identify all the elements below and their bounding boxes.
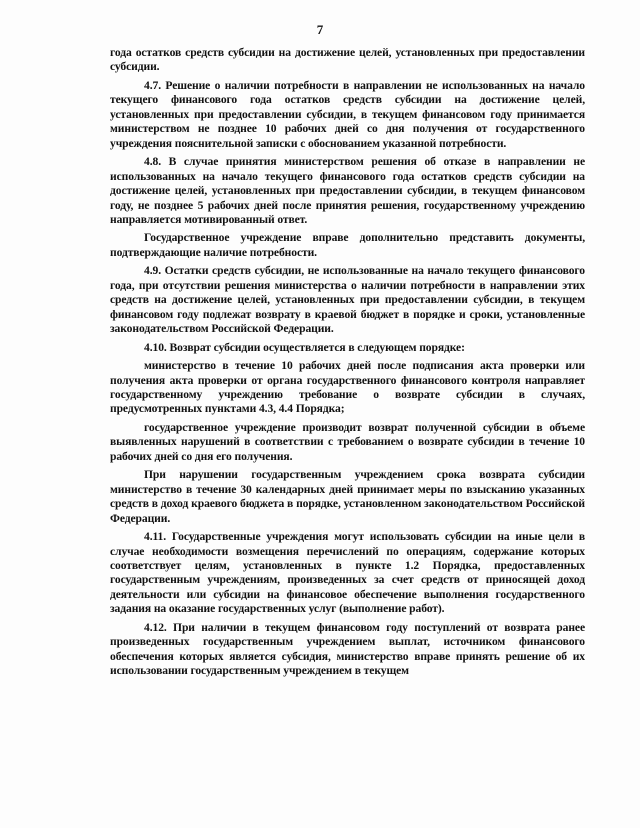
paragraph-return-violation: При нарушении государственным учреждением срока возврата субсидии министерство в течение 30 календарных дней принимает меры по взысканию указанных средств в доход краевого бюджета в порядке, установленном законодательством Российской Федерации. (110, 468, 585, 525)
paragraph-4-12: 4.12. При наличии в текущем финансовом году поступлений от возврата ранее произведенных государственным учреждением выплат, источником финансового обеспечения которых является субсидия, министерство вправе принять решение об их использовании государственным учреждением в текущем (110, 620, 585, 678)
paragraph-institution-return: государственное учреждение производит возврат полученной субсидии в объеме выявленных нарушений в соответствии с требованием о возврате субсидии в течение 10 рабочих дней со дня его получения. (110, 420, 585, 463)
paragraph-4-10: 4.10. Возврат субсидии осуществляется в следующем порядке: (144, 340, 465, 354)
paragraph-4-11: 4.11. Государственные учреждения могут использовать субсидии на иные цели в случае необходимости возмещения перечислений по операциям, содержание которых соответствует целям, установленных в пункте 1.2 Порядка, предоставленных государственным учреждениям, произведенных за счет средств от приносящей доход деятельности или субсидии на финансовое обеспечение выполнения государственного задания на оказание государственных услуг (выполнение работ). (110, 530, 585, 616)
page-number: 7 (316, 22, 324, 37)
paragraph-4-8: 4.8. В случае принятия министерством решения об отказе в направлении не использованных на начало текущего финансового года остатков средств субсидии на достижение целей, установленных при предоставлении субсидии, в текущем финансовом году, не позднее 5 рабочих дней после принятия решения, государственному учреждению направляется мотивированный ответ. (110, 155, 585, 226)
paragraph-additional-documents: Государственное учреждение вправе дополнительно представить документы, подтверждающие наличие потребности. (110, 231, 585, 259)
paragraph-ministry-requirement: министерство в течение 10 рабочих дней после подписания акта проверки или получения акта проверки от органа государственного финансового контроля направляет государственному учреждению требование о возврате субсидии в случаях, предусмотренных пунктами 4.3, 4.4 Порядка; (110, 359, 585, 416)
paragraph-4-7: 4.7. Решение о наличии потребности в направлении не использованных на начало текущего финансового года остатков средств субсидии на достижение целей, установленных при предоставлении субсидии, в текущем финансовом году принимается министерством не позднее 10 рабочих дней со дня получения от государственного учреждения пояснительной записки с обоснованием указанной потребности. (110, 78, 585, 150)
paragraph-continuation: года остатков средств субсидии на достижение целей, установленных при предоставлении субсидии. (110, 46, 585, 74)
document-body (110, 46, 585, 683)
paragraph-4-9: 4.9. Остатки средств субсидии, не использованные на начало текущего финансового года, при отсутствии решения министерства о наличии потребности в направлении этих средств на достижение целей, установленных при предоставлении субсидии, в текущем финансовом году подлежат возврату в краевой бюджет в порядке и сроки, установленные законодательством Российской Федерации. (110, 264, 585, 336)
